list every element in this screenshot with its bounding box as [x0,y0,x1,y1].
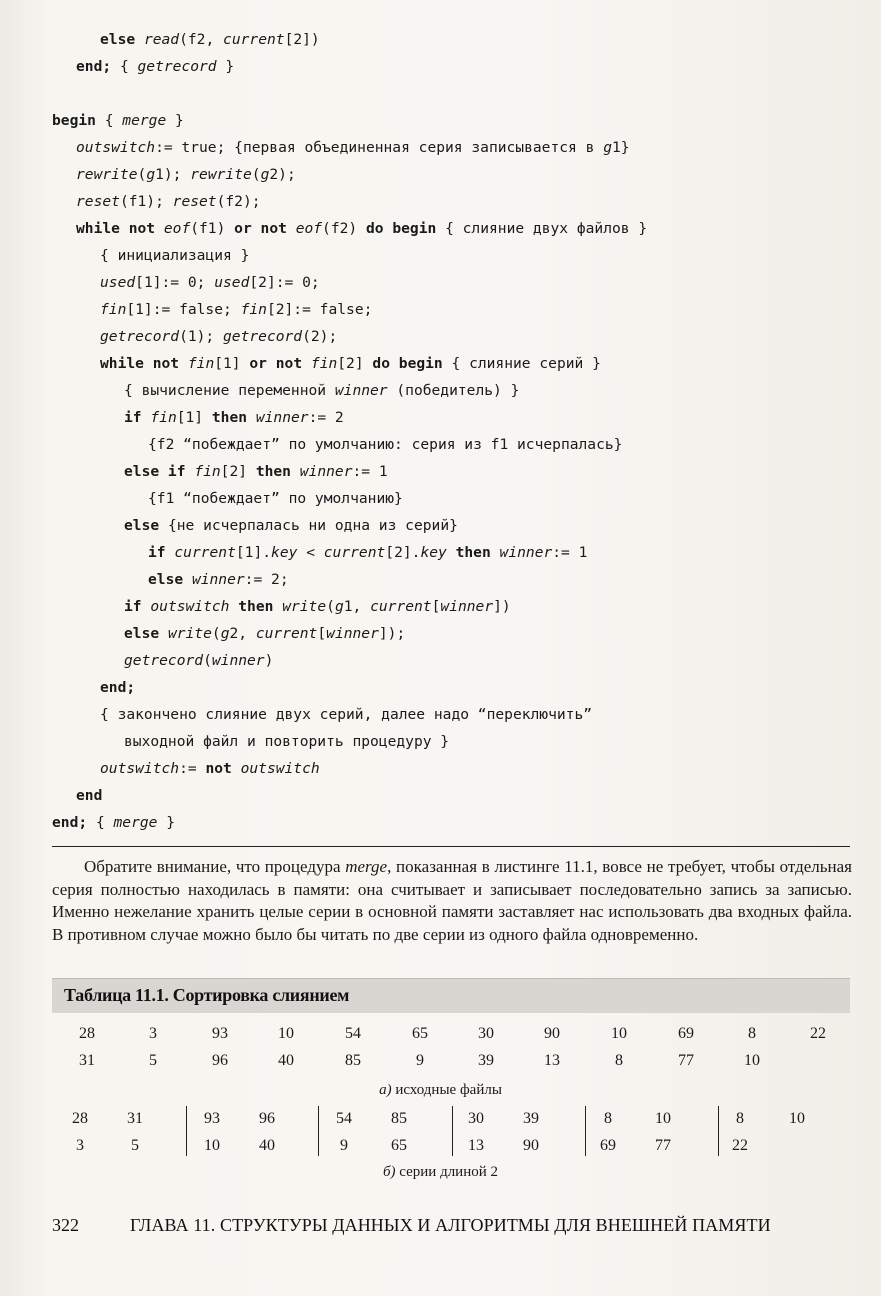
code-text: [2]. [385,544,421,561]
code-text [247,409,256,426]
code-text: } [157,814,176,831]
code-text [159,625,168,642]
code-identifier: rewrite [190,166,252,183]
code-identifier: fin [310,355,338,372]
series-separator [585,1106,586,1156]
series-separator [452,1106,453,1156]
code-keyword: end; [52,814,88,831]
code-text: [1]. [235,544,272,561]
code-identifier: getrecord [137,58,217,75]
code-text [273,598,282,615]
code-identifier: rewrite [76,166,138,183]
code-identifier: key [420,544,447,561]
table-b-row1-cell: 39 [523,1110,539,1127]
code-identifier: fin [150,409,177,426]
code-line [76,138,630,158]
code-line [100,327,337,347]
table-a-row2-cell: 9 [416,1052,424,1069]
table-a-row1-cell: 10 [278,1025,294,1042]
code-text: { слияние двух файлов } [436,220,648,237]
code-identifier: winner [299,463,353,480]
code-text: ( [137,166,147,183]
code-identifier: current [223,31,285,48]
code-keyword: then [455,544,491,561]
code-identifier: current [174,544,236,561]
table-a-row1-cell: 3 [149,1025,157,1042]
table-b-row1-cell: 31 [127,1110,143,1127]
code-identifier: merge [122,112,167,129]
code-text: := 2 [308,409,344,426]
page-number: 322 [52,1215,79,1235]
table-a-row2-cell: 8 [615,1052,623,1069]
code-line [148,570,289,590]
code-identifier: read [143,31,180,48]
table-a-row1-cell: 22 [810,1025,826,1042]
code-text: ) [264,652,274,669]
code-keyword: if [124,409,142,426]
code-text: {f2 “побеждает” по умолчанию: серия из f1 исчерпалась} [148,436,623,453]
code-line [76,165,296,185]
table-a-row2-cell: 31 [79,1052,95,1069]
code-keyword: end; [76,58,112,75]
code-identifier: winner [499,544,553,561]
code-line [100,30,320,50]
code-line [76,192,261,212]
table-b-row2-cell: 22 [732,1137,748,1154]
code-text: [1]:= false; [126,301,241,318]
code-text [447,544,456,561]
table-a-row1-cell: 93 [212,1025,228,1042]
caption-b-text: серии длиной 2 [395,1164,499,1180]
code-text: { [111,58,138,75]
code-line [76,786,102,806]
code-identifier: getrecord [124,652,204,669]
code-text [491,544,500,561]
code-text: [2]:= false; [266,301,373,318]
code-keyword: end; [100,679,136,696]
code-text: (1); [179,328,224,345]
code-identifier: used [214,274,250,291]
code-text: { инициализация } [100,247,250,264]
code-text: { [87,814,114,831]
code-identifier: winner [211,652,265,669]
code-keyword: else [124,517,160,534]
code-text: (f2, [179,31,224,48]
code-identifier: reset [76,193,120,210]
code-identifier: winner [440,598,494,615]
series-separator [718,1106,719,1156]
caption-a-text: исходные файлы [391,1082,502,1098]
table-a-row2-cell: 13 [544,1052,560,1069]
code-text: := 2; [244,571,289,588]
code-keyword: if [124,598,142,615]
code-line [148,543,587,563]
code-keyword: then [238,598,274,615]
running-title: ГЛАВА 11. СТРУКТУРЫ ДАННЫХ И АЛГОРИТМЫ ДЛЯ ВНЕШНЕЙ ПАМЯТИ [130,1215,771,1235]
code-keyword: else [148,571,184,588]
code-keyword: while not [100,355,180,372]
table-title: Таблица 11.1. Сортировка слиянием [64,985,350,1005]
code-text: 1); [155,166,191,183]
code-text: } [166,112,184,129]
code-text: 1, [343,598,371,615]
table-a-row2-cell: 10 [744,1052,760,1069]
code-identifier: write [167,625,212,642]
code-text: ( [211,625,221,642]
code-text: [ [431,598,441,615]
table-b-row2-cell: 10 [204,1137,220,1154]
table-b-row2-cell: 90 [523,1137,539,1154]
table-b-row1-cell: 93 [204,1110,220,1127]
code-identifier: winner [255,409,309,426]
code-text: 1} [611,139,630,156]
caption-a-letter: а) [379,1082,392,1098]
code-identifier: current [370,598,432,615]
table-a-row1-cell: 69 [678,1025,694,1042]
code-line [124,462,388,482]
code-identifier: write [282,598,327,615]
table-a-row1-cell: 8 [748,1025,756,1042]
code-identifier: g [603,139,612,156]
table-b-row1-cell: 8 [736,1110,744,1127]
code-text: (f1) [190,220,235,237]
table-b-row2-cell: 40 [259,1137,275,1154]
code-identifier: reset [172,193,217,210]
code-line [124,597,511,617]
code-text: ]) [493,598,511,615]
table-b-row1-cell: 85 [391,1110,407,1127]
caption-b-letter: б) [382,1164,396,1180]
code-text: := true; {первая объединенная серия записывается в [155,139,604,156]
code-identifier: fin [100,301,127,318]
code-text: [1]:= 0; [135,274,215,291]
code-keyword: while not [76,220,156,237]
code-identifier: used [100,274,136,291]
code-line [100,678,135,698]
caption-b [0,1164,881,1181]
code-text [291,463,300,480]
code-identifier: fin [187,355,215,372]
code-text: ( [203,652,212,669]
code-text: { закончено слияние двух серий, далее надо “переключить” [100,706,593,723]
code-text: { слияние серий } [442,355,601,372]
code-text [232,760,241,777]
code-keyword: then [255,463,291,480]
code-identifier: current [323,544,386,561]
table-a-row1-cell: 28 [79,1025,95,1042]
code-text: := 1 [352,463,388,480]
code-text: (f2) [322,220,366,237]
code-line [100,759,320,779]
paragraph-text [52,856,852,946]
code-identifier: getrecord [223,328,303,345]
listing-end-rule [52,846,850,847]
code-text: } [216,58,235,75]
table-a-row1-cell: 65 [412,1025,428,1042]
code-text [287,220,296,237]
code-identifier: winner [334,382,388,399]
code-line [124,516,458,536]
code-identifier: winner [191,571,245,588]
code-line [100,354,601,374]
code-text: [2] [220,463,256,480]
code-line [124,381,519,401]
code-text: ( [251,166,261,183]
code-text: (f2); [216,193,261,210]
code-identifier: g [260,166,270,183]
code-keyword: do begin [365,220,437,237]
code-identifier: g [334,598,344,615]
code-identifier: getrecord [100,328,180,345]
table-b-row2-cell: 3 [76,1137,84,1154]
paragraph-italic: merge [345,857,388,876]
code-keyword: else [124,625,160,642]
code-text: выходной файл и повторить процедуру } [124,733,450,750]
code-text [186,463,195,480]
table-a-row1-cell: 30 [478,1025,494,1042]
code-identifier: current [255,625,318,642]
table-header-band [52,978,850,1013]
code-identifier: outswitch [240,760,320,777]
code-keyword: else if [124,463,186,480]
code-text: [2] [337,355,373,372]
table-a-row2-cell: 85 [345,1052,361,1069]
code-line [124,651,273,671]
table-b-row1-cell: 8 [604,1110,612,1127]
table-a-row2-cell: 40 [278,1052,294,1069]
code-identifier: g [146,166,156,183]
code-text: {f1 “побеждает” по умолчанию} [148,490,403,507]
body-paragraph [52,856,852,946]
code-keyword: then [211,409,248,426]
table-b-row1-cell: 30 [468,1110,484,1127]
code-keyword: do begin [372,355,443,372]
code-text [229,598,238,615]
code-text [135,31,144,48]
code-line [100,300,372,320]
code-text [155,220,164,237]
table-a-row2-cell: 77 [678,1052,694,1069]
code-text: 2, [229,625,256,642]
table-b-row2-cell: 9 [340,1137,348,1154]
code-line [100,273,320,293]
code-line [148,489,403,509]
caption-a [0,1082,881,1099]
code-text: < [297,544,324,561]
code-text: := [179,760,206,777]
code-text: {не исчерпалась ни одна из серий} [159,517,458,534]
code-identifier: g [220,625,230,642]
code-text: (f1); [119,193,173,210]
table-b-row2-cell: 5 [131,1137,139,1154]
code-identifier: eof [163,220,191,237]
code-identifier: winner [326,625,379,642]
table-b-row2-cell: 13 [468,1137,484,1154]
code-line [100,246,249,266]
table-b-row1-cell: 28 [72,1110,88,1127]
table-b-row1-cell: 10 [789,1110,805,1127]
code-line [148,435,622,455]
code-identifier: fin [240,301,267,318]
paragraph-segment: , показанная в листинге 11.1, вовсе не требует, чтобы отдельная серия полностью находилась в памяти: она считывает и записывает последовательно запись за записью. Именно нежелание хранить целые серии в основной памяти заставляет нас использовать два входных файла. В противном случае можно было бы читать по две серии из одного файла одновременно. [52,857,852,944]
table-b-row2-cell: 69 [600,1137,616,1154]
code-line [124,624,405,644]
code-text: [2]:= 0; [249,274,320,291]
code-text: [1] [176,409,212,426]
series-separator [318,1106,319,1156]
code-identifier: outswitch [76,139,156,156]
code-identifier: key [271,544,298,561]
table-a-row2-cell: 96 [212,1052,228,1069]
paragraph-segment: Обратите внимание, что процедура [84,857,346,876]
code-line [124,408,344,428]
table-b-row1-cell: 96 [259,1110,275,1127]
table-b-row1-cell: 54 [336,1110,352,1127]
code-keyword: not [205,760,232,777]
code-text [179,355,188,372]
table-b-row1-cell: 10 [655,1110,671,1127]
code-text: { вычисление переменной [124,382,335,399]
code-keyword: else [100,31,136,48]
code-text [183,571,192,588]
code-line [76,57,234,77]
table-a-row1-cell: 90 [544,1025,560,1042]
code-text: [2]) [284,31,320,48]
table-a-row2-cell: 39 [478,1052,494,1069]
code-text: ]); [378,625,406,642]
table-b-row2-cell: 77 [655,1137,671,1154]
code-identifier: outswitch [150,598,230,615]
code-identifier: fin [194,463,221,480]
code-line [100,705,592,725]
code-text: := 1 [552,544,588,561]
code-line [52,111,184,131]
code-line [124,732,449,752]
code-text: (2); [302,328,338,345]
code-keyword: or not [234,220,287,237]
code-line [76,219,647,239]
code-keyword: or not [249,355,303,372]
code-text: [ [317,625,327,642]
code-text: ( [326,598,335,615]
code-text: (победитель) } [387,382,520,399]
code-keyword: end [76,787,103,804]
table-a-row1-cell: 10 [611,1025,627,1042]
table-a-row2-cell: 5 [149,1052,157,1069]
code-identifier: merge [113,814,158,831]
table-b-row2-cell: 65 [391,1137,407,1154]
series-separator [186,1106,187,1156]
code-text: [1] [214,355,250,372]
table-a-row1-cell: 54 [345,1025,361,1042]
code-text [302,355,311,372]
code-identifier: eof [295,220,323,237]
code-identifier: outswitch [100,760,180,777]
code-keyword: begin [52,112,96,129]
code-text: 2); [269,166,296,183]
code-keyword: if [148,544,166,561]
code-line [52,813,175,833]
code-text: { [95,112,123,129]
